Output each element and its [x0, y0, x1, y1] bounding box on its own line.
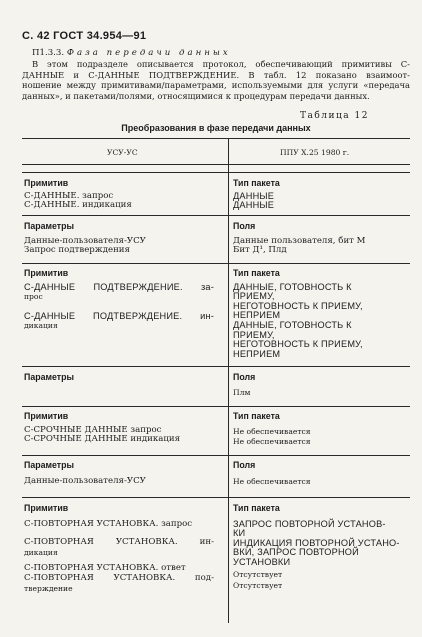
row-rule: [22, 263, 410, 264]
row-rule: [22, 172, 410, 173]
right-entry: ПРИЕМУ,: [233, 329, 275, 340]
left-entry: Данные-пользователя-УСУ: [24, 475, 146, 486]
left-heading: Параметры: [24, 372, 74, 382]
block-fields-ack: [233, 373, 255, 397]
left-entry: С-ПОВТОРНАЯ УСТАНОВКА. под-: [24, 572, 214, 583]
left-entry: тверждение: [24, 583, 73, 593]
right-entry: ДАННЫЕ: [233, 200, 275, 211]
right-entry: Данные пользователя, бит М: [233, 235, 366, 246]
left-heading: Примитив: [24, 411, 69, 421]
right-entry: ДАННЫЕ, ГОТОВНОСТЬ К: [233, 281, 352, 292]
block-primitive-ack: [24, 269, 214, 331]
left-entry: Запрос подтверждения: [24, 245, 130, 256]
left-entry: С-СРОЧНЫЕ ДАННЫЕ запрос: [24, 424, 162, 435]
block-fields-expedited: [233, 461, 311, 486]
right-entry: НЕПРИЕМ: [233, 310, 281, 321]
table-label: Таблица 12: [300, 111, 369, 121]
block-packet-expedited: [233, 412, 311, 447]
right-heading: Поля: [233, 221, 256, 231]
right-entry: Отсутствует: [233, 569, 283, 579]
header-rule: [22, 164, 410, 165]
left-heading: Примитив: [24, 503, 69, 513]
column-header-left: УСУ-УС: [107, 148, 138, 157]
block-params-data: [24, 222, 146, 256]
block-primitive-reset: [24, 504, 214, 593]
page-header: С. 42 ГОСТ 34.954—91: [22, 30, 147, 42]
row-rule: [22, 455, 410, 456]
table-top-rule: [22, 138, 410, 139]
row-rule: [22, 497, 410, 498]
left-entry: прос: [24, 292, 43, 302]
right-entry: ИНДИКАЦИЯ ПОВТОРНОЙ УСТАНО-: [233, 537, 400, 548]
section-number: П1.3.3.: [32, 48, 65, 58]
column-header-right: ППУ Х.25 1980 г.: [280, 148, 350, 157]
left-entry: С-ПОВТОРНАЯ УСТАНОВКА. запрос: [24, 518, 193, 529]
right-entry: ЗАПРОС ПОВТОРНОЙ УСТАНОВ-: [233, 518, 386, 529]
left-entry: С-ДАННЫЕ. запрос: [24, 190, 114, 201]
right-heading: Тип пакета: [233, 503, 280, 513]
block-packet-ack: [233, 269, 363, 359]
right-heading: Тип пакета: [233, 178, 280, 188]
left-entry: С-ДАННЫЕ ПОДТВЕРЖДЕНИЕ. ин-: [24, 310, 214, 321]
left-entry: С-ДАННЫЕ ПОДТВЕРЖДЕНИЕ. за-: [24, 281, 214, 292]
right-entry: НЕГОТОВНОСТЬ К ПРИЕМУ,: [233, 339, 363, 350]
left-heading: Параметры: [24, 460, 74, 470]
column-divider: [228, 138, 229, 623]
left-entry: Данные-пользователя-УСУ: [24, 235, 146, 246]
row-rule: [22, 215, 410, 216]
left-heading: Параметры: [24, 221, 74, 231]
right-entry: ДАННЫЕ, ГОТОВНОСТЬ К: [233, 319, 352, 330]
right-heading: Тип пакета: [233, 411, 280, 421]
right-entry: Бит Д¹, Плд: [233, 245, 287, 256]
block-primitive-expedited: [24, 412, 180, 445]
right-entry: ВКИ, ЗАПРОС ПОВТОРНОЙ: [233, 547, 359, 558]
right-entry: Плм: [233, 387, 251, 397]
left-entry: С-ДАННЫЕ. индикация: [24, 200, 132, 211]
right-entry: ДАННЫЕ: [233, 190, 275, 201]
right-entry: УСТАНОВКИ: [233, 556, 291, 567]
left-entry: С-ПОВТОРНАЯ УСТАНОВКА. ин-: [24, 537, 214, 548]
left-heading: Примитив: [24, 268, 69, 278]
right-entry: Отсутствует: [233, 581, 283, 591]
intro-line: ДАННЫЕ и С-ДАННЫЕ ПОДТВЕРЖДЕНИЕ. В табл. 12 показано взаимоот-: [22, 69, 410, 80]
left-entry: дикация: [24, 321, 58, 331]
block-params-expedited: [24, 461, 146, 486]
right-entry: Не обеспечивается: [233, 437, 311, 447]
block-packet-data: [233, 179, 280, 211]
left-heading: Примитив: [24, 178, 69, 188]
section-heading: [32, 48, 231, 58]
intro-line: В этом подразделе описывается протокол, обеспечивающий примитивы С-: [32, 59, 410, 69]
right-heading: Поля: [233, 372, 256, 382]
left-entry: С-ПОВТОРНАЯ УСТАНОВКА. ответ: [24, 563, 186, 574]
block-packet-reset: [233, 504, 400, 591]
block-primitive-data: [24, 179, 132, 211]
left-entry: С-СРОЧНЫЕ ДАННЫЕ индикация: [24, 434, 181, 445]
right-entry: НЕПРИЕМ: [233, 348, 281, 359]
intro-line: ношение между примитивами/параметрами, используемыми для услуги «передача: [22, 80, 410, 90]
intro-line: данных», и пакетами/полями, относящимися к процедурам передачи данных.: [22, 90, 370, 101]
right-entry: ПРИЕМУ,: [233, 291, 275, 302]
block-params-ack: [24, 373, 74, 383]
right-entry: НЕГОТОВНОСТЬ К ПРИЕМУ,: [233, 300, 363, 311]
row-rule: [22, 406, 410, 407]
section-title: Фаза передачи данных: [66, 48, 231, 58]
left-entry: дикация: [24, 547, 58, 557]
right-heading: Тип пакета: [233, 268, 280, 278]
intro-paragraph: [22, 59, 410, 101]
right-entry: КИ: [233, 528, 246, 539]
table-title: Преобразования в фазе передачи данных: [121, 123, 311, 133]
right-heading: Поля: [233, 460, 256, 470]
right-entry: Не обеспечивается: [233, 426, 311, 436]
right-entry: Не обеспечивается: [233, 476, 311, 486]
row-rule: [22, 366, 410, 367]
block-fields-data: [233, 222, 365, 256]
